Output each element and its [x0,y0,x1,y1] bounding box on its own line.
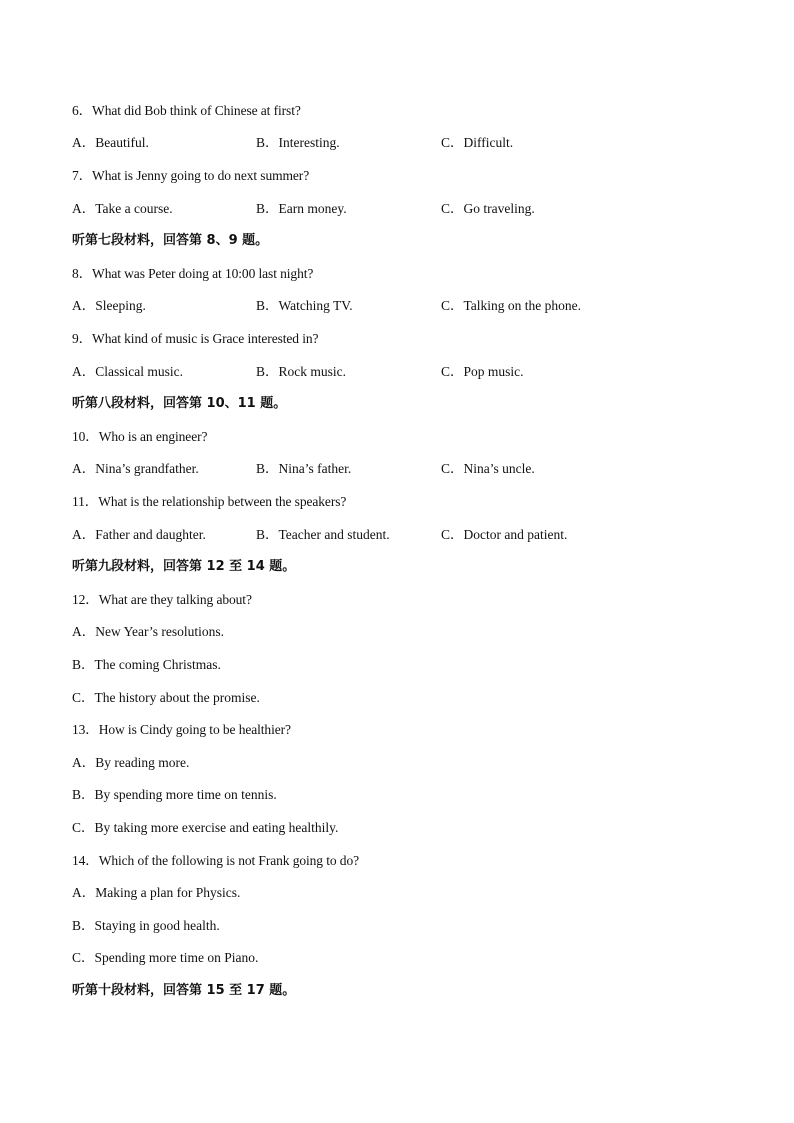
question-7-option-a: A．Take a course. [72,201,173,216]
question-8-option-c: C．Talking on the phone. [441,298,582,313]
question-10-options [72,459,772,479]
section-heading-8: 听第八段材料，回答第 10、11 题。 [72,396,287,411]
question-12-option-c: C．The history about the promise. [72,690,260,705]
question-13-option-b: B．By spending more time on tennis. [72,787,277,802]
section-heading-7: 听第七段材料，回答第 8、9 题。 [72,233,269,248]
question-14-option-b: B．Staying in good health. [72,918,220,933]
question-11-options [72,525,772,545]
question-10: 10．Who is an engineer? [72,429,208,444]
section-heading-9: 听第九段材料，回答第 12 至 14 题。 [72,559,296,574]
question-7-option-c: C．Go traveling. [441,201,535,216]
question-13-option-c: C．By taking more exercise and eating healthily. [72,820,339,835]
question-9-option-c: C．Pop music. [441,364,524,379]
question-7-option-b: B．Earn money. [256,201,347,216]
question-10-option-a: A．Nina’s grandfather. [72,461,199,476]
question-14-option-a: A．Making a plan for Physics. [72,885,241,900]
question-12-option-a: A．New Year’s resolutions. [72,624,224,639]
question-8-option-a: A．Sleeping. [72,298,146,313]
question-12-option-b: B．The coming Christmas. [72,657,221,672]
question-6-option-c: C．Difficult. [441,135,514,150]
question-6-option-a: A．Beautiful. [72,135,149,150]
question-13-option-a: A．By reading more. [72,755,190,770]
question-11-option-c: C．Doctor and patient. [441,527,568,542]
question-11-option-b: B．Teacher and student. [256,527,390,542]
question-6-option-b: B．Interesting. [256,135,340,150]
question-11: 11．What is the relationship between the speakers? [72,494,347,509]
question-9: 9．What kind of music is Grace interested in? [72,331,319,346]
question-9-options [72,362,772,382]
question-8-options [72,296,772,316]
question-8-option-b: B．Watching TV. [256,298,353,313]
question-9-option-a: A．Classical music. [72,364,183,379]
question-14-option-c: C．Spending more time on Piano. [72,950,259,965]
question-8: 8．What was Peter doing at 10:00 last night? [72,266,314,281]
question-11-option-a: A．Father and daughter. [72,527,206,542]
question-10-option-b: B．Nina’s father. [256,461,352,476]
question-9-option-b: B．Rock music. [256,364,346,379]
question-14: 14．Which of the following is not Frank going to do? [72,853,359,868]
question-10-option-c: C．Nina’s uncle. [441,461,535,476]
question-12: 12．What are they talking about? [72,592,252,607]
question-6: 6．What did Bob think of Chinese at first? [72,103,301,118]
section-heading-10: 听第十段材料，回答第 15 至 17 题。 [72,983,296,998]
question-7-options [72,199,772,219]
question-6-options [72,133,772,153]
question-13: 13．How is Cindy going to be healthier? [72,722,291,737]
question-7: 7．What is Jenny going to do next summer? [72,168,310,183]
